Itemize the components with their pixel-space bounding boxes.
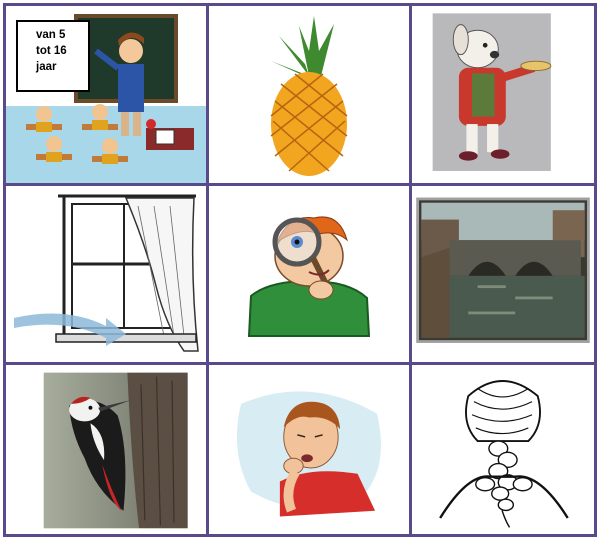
cell-braid[interactable]	[412, 365, 594, 534]
cell-pineapple[interactable]	[209, 6, 409, 183]
cell-magnifying-glass[interactable]	[209, 186, 409, 362]
pineapple-illustration	[209, 6, 409, 183]
age-label-line-1: van 5	[36, 29, 66, 41]
cell-classroom[interactable]	[6, 6, 206, 183]
age-label-line-3: jaar	[36, 61, 57, 73]
age-label-line-2: tot 16	[36, 45, 67, 57]
braided-hair-illustration	[412, 365, 594, 534]
boy-with-magnifying-glass-illustration	[209, 186, 409, 362]
cell-canal-painting[interactable]	[412, 186, 594, 362]
cell-coughing-boy[interactable]	[209, 365, 409, 534]
picture-grid	[3, 3, 597, 537]
cartoon-dog-waiter-illustration	[412, 6, 594, 183]
cell-dog-waiter[interactable]	[412, 6, 594, 183]
age-range-label	[16, 20, 90, 92]
coughing-boy-illustration	[209, 365, 409, 534]
woodpecker-photo	[6, 365, 206, 534]
cell-woodpecker[interactable]	[6, 365, 206, 534]
canal-bridge-painting	[412, 186, 594, 362]
window-with-curtain-illustration	[6, 186, 206, 362]
cell-window[interactable]	[6, 186, 206, 362]
